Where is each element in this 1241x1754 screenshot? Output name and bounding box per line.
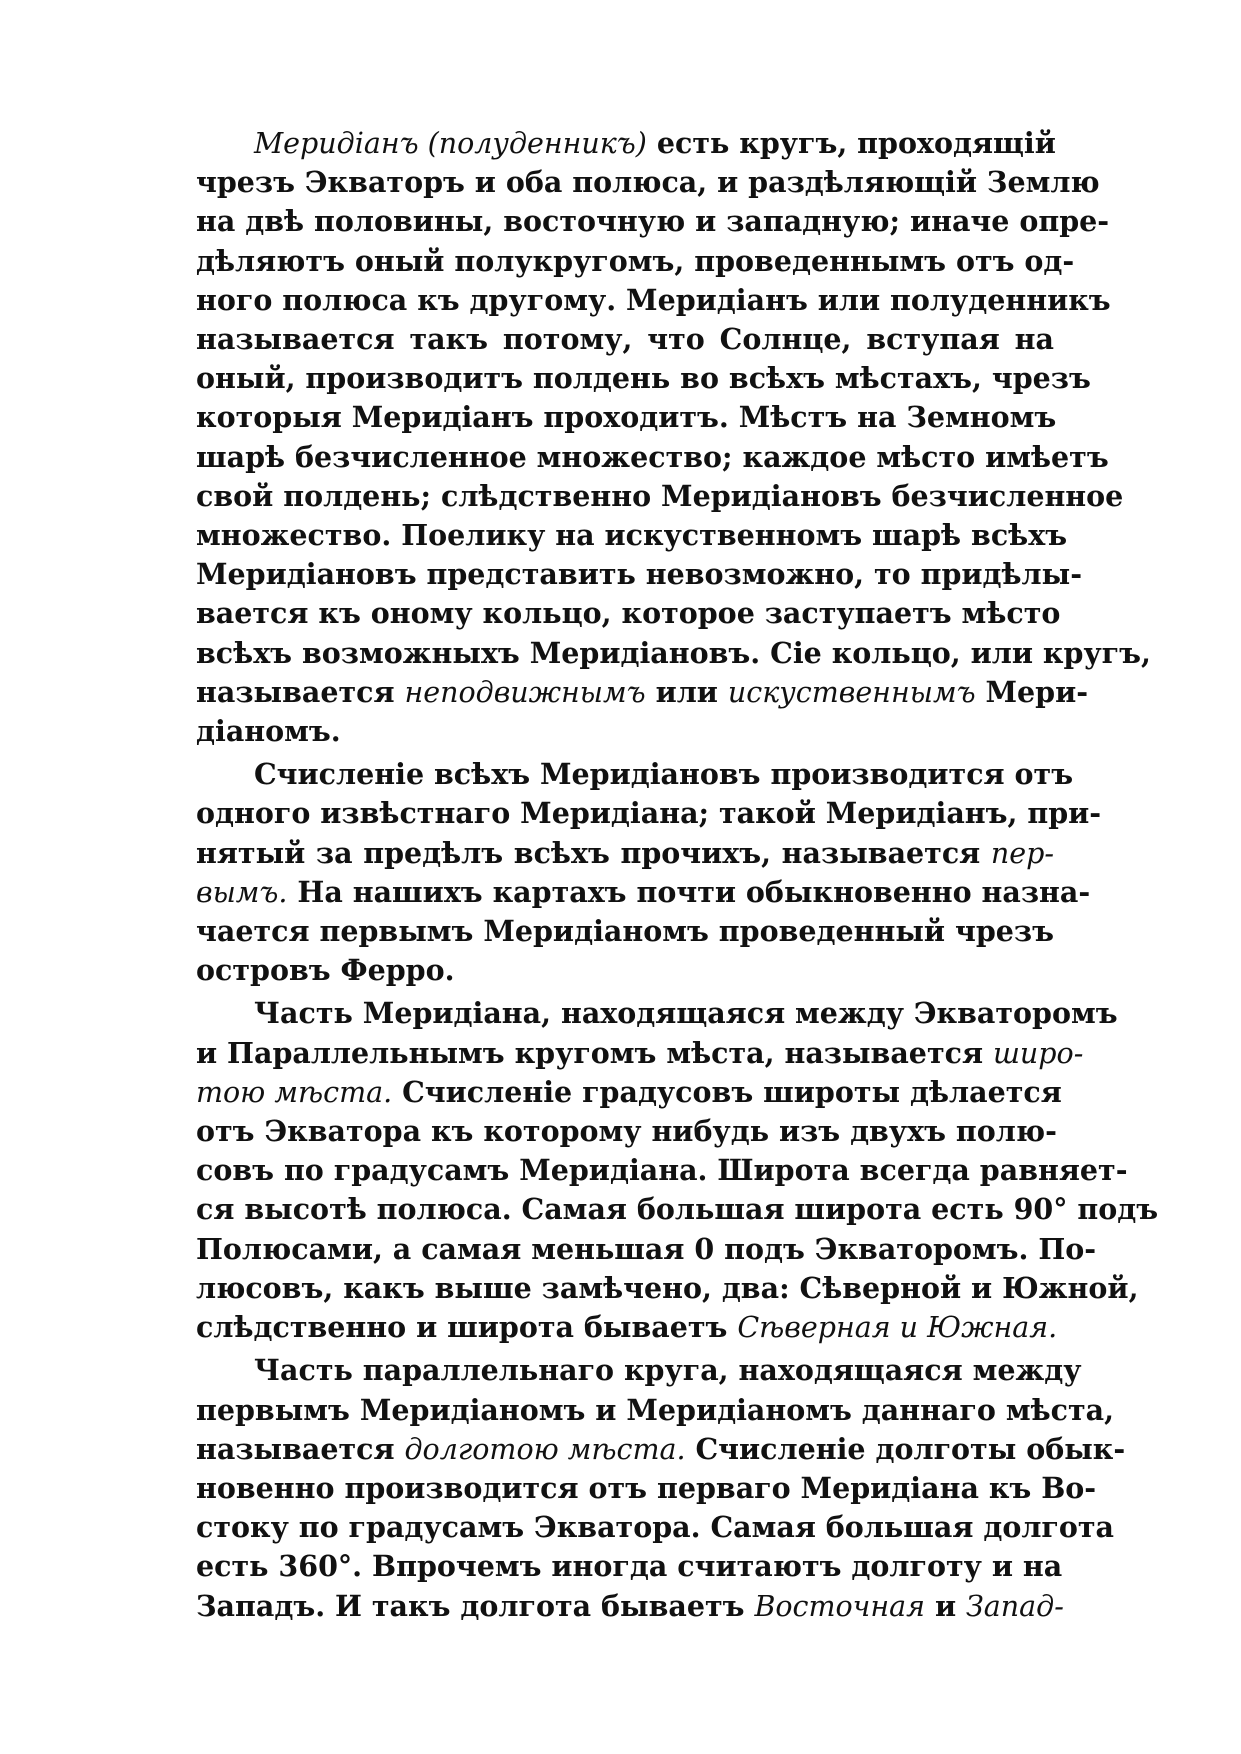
text-line	[196, 634, 1151, 673]
text-run: ного полюса къ другому. Меридіанъ или полуденникъ	[196, 282, 1111, 317]
text-run: чается первымъ Меридіаномъ проведенный чрезъ	[196, 914, 1054, 949]
text-run: множество. Поелику на искуственномъ шарѣ всѣхъ	[196, 518, 1068, 553]
italic-term: широ-	[992, 1036, 1084, 1070]
italic-term: Меридіанъ (полуденникъ)	[254, 127, 647, 160]
text-line	[196, 1391, 1115, 1430]
body-text	[196, 124, 1159, 1630]
text-run: и	[925, 1588, 967, 1623]
paragraph	[196, 124, 1151, 751]
text-run: Западъ. И такъ долгота бываетъ	[196, 1588, 755, 1623]
text-run: люсовъ, какъ выше замѣчено, два: Сѣверной и Южной,	[196, 1270, 1139, 1305]
text-line	[196, 1308, 1058, 1347]
text-run: есть кругъ, проходящій	[646, 126, 1056, 160]
text-line	[196, 202, 1110, 241]
text-run: первымъ Меридіаномъ и Меридіаномъ даннаго мѣста,	[196, 1392, 1115, 1427]
text-line	[196, 712, 1054, 751]
text-run: Полюсами, а самая меньшая 0 подъ Экваторомъ. По-	[196, 1231, 1097, 1266]
text-line	[196, 320, 1054, 359]
text-run: называется	[196, 674, 405, 709]
text-run: одного извѣстнаго Меридіана; такой Меридіанъ, при-	[196, 796, 1102, 831]
text-run: на двѣ половины, восточную и западную; иначе опре-	[196, 204, 1110, 239]
text-run: Часть параллельнаго круга, находящаяся между	[254, 1353, 1082, 1388]
text-line	[196, 1430, 1126, 1469]
text-line	[196, 1151, 1128, 1190]
paragraph	[196, 1351, 1126, 1625]
text-run: Счисленіе долготы обык-	[685, 1431, 1126, 1466]
text-run: отъ Экватора къ которому нибудь изъ двухъ полю-	[196, 1114, 1057, 1149]
text-run: ся высотѣ полюса. Самая большая широта есть 90° подъ	[196, 1192, 1159, 1227]
italic-term: тою мѣста.	[196, 1075, 393, 1109]
text-line	[196, 359, 1091, 398]
text-line	[196, 1112, 1057, 1151]
text-line	[196, 1073, 1062, 1112]
italic-term: долготою мѣста.	[404, 1432, 686, 1466]
text-line	[196, 994, 1118, 1033]
text-line	[196, 1547, 1063, 1586]
text-run: островъ Ферро.	[196, 953, 455, 988]
italic-term: неподвижнымъ	[404, 675, 646, 709]
text-run: совъ по градусамъ Меридіана. Широта всегда равняет-	[196, 1153, 1128, 1188]
text-line	[196, 594, 1061, 633]
text-line	[196, 951, 1054, 990]
text-run: Меридіановъ представить невозможно, то придѣлы-	[196, 557, 1083, 592]
text-line	[196, 873, 1091, 912]
text-run: стоку по градусамъ Экватора. Самая большая долгота	[196, 1510, 1115, 1545]
text-line	[196, 1034, 1084, 1073]
text-run: которыя Меридіанъ проходитъ. Мѣстъ на Земномъ	[196, 400, 1057, 435]
text-line	[196, 477, 1124, 516]
text-run: Счисленіе всѣхъ Меридіановъ производится отъ	[254, 757, 1074, 792]
text-line	[196, 1269, 1139, 1308]
text-run: свой полдень; слѣдственно Меридіановъ безчисленное	[196, 478, 1124, 513]
text-run: и Параллельнымъ кругомъ мѣста, называется	[196, 1035, 993, 1070]
text-line	[196, 1587, 1064, 1626]
text-line	[196, 124, 1054, 163]
text-line	[196, 242, 1075, 281]
text-line	[196, 398, 1057, 437]
text-line	[196, 555, 1083, 594]
text-run: нятый за предѣлъ всѣхъ прочихъ, называется	[196, 835, 991, 870]
text-line	[196, 1351, 1082, 1390]
paragraph	[196, 994, 1159, 1347]
text-run: слѣдственно и широта бываетъ	[196, 1310, 738, 1345]
text-line	[196, 438, 1109, 477]
italic-term: пер-	[990, 836, 1054, 870]
italic-term: Запад-	[966, 1589, 1064, 1623]
text-line	[196, 755, 1074, 794]
italic-term: Сѣверная и Южная.	[737, 1311, 1058, 1345]
text-run: Счисленіе градусовъ широты дѣлается	[392, 1074, 1062, 1109]
text-line	[196, 163, 1100, 202]
text-run: оный, производитъ полдень во всѣхъ мѣстахъ, чрезъ	[196, 361, 1091, 396]
text-run: или	[645, 674, 728, 709]
text-run: есть 360°. Впрочемъ иногда считаютъ долготу и на	[196, 1549, 1063, 1584]
text-run: чрезъ Экваторъ и оба полюса, и раздѣляющій Землю	[196, 165, 1100, 200]
text-line	[196, 834, 1054, 873]
text-run: называется	[196, 1431, 405, 1466]
text-run: вается къ оному кольцо, которое заступаетъ мѣсто	[196, 596, 1061, 631]
text-run: дѣляютъ оный полукругомъ, проведеннымъ отъ од-	[196, 243, 1075, 278]
text-run: Мери-	[975, 674, 1089, 709]
text-line	[196, 794, 1102, 833]
text-run: всѣхъ возможныхъ Меридіановъ. Сіе кольцо, или кругъ,	[196, 635, 1151, 670]
text-line	[196, 673, 1089, 712]
text-run: называется такъ потому, что Солнце, вступая на	[196, 322, 1054, 357]
italic-term: искуственнымъ	[727, 675, 976, 709]
text-run: новенно производится отъ перваго Меридіана къ Во-	[196, 1470, 1097, 1505]
italic-term: вымъ.	[196, 875, 288, 909]
text-line	[196, 516, 1068, 555]
text-run: Часть Меридіана, находящаяся между Экваторомъ	[254, 996, 1118, 1031]
text-run: шарѣ безчисленное множество; каждое мѣсто имѣетъ	[196, 439, 1109, 474]
text-line	[196, 1230, 1097, 1269]
text-line	[196, 1190, 1159, 1229]
text-line	[196, 1508, 1115, 1547]
text-line	[196, 912, 1054, 951]
italic-term: Восточная	[754, 1589, 926, 1623]
text-run: На нашихъ картахъ почти обыкновенно назна-	[287, 874, 1091, 909]
text-line	[196, 281, 1111, 320]
text-line	[196, 1469, 1097, 1508]
text-run: діаномъ.	[196, 714, 341, 749]
paragraph	[196, 755, 1102, 990]
